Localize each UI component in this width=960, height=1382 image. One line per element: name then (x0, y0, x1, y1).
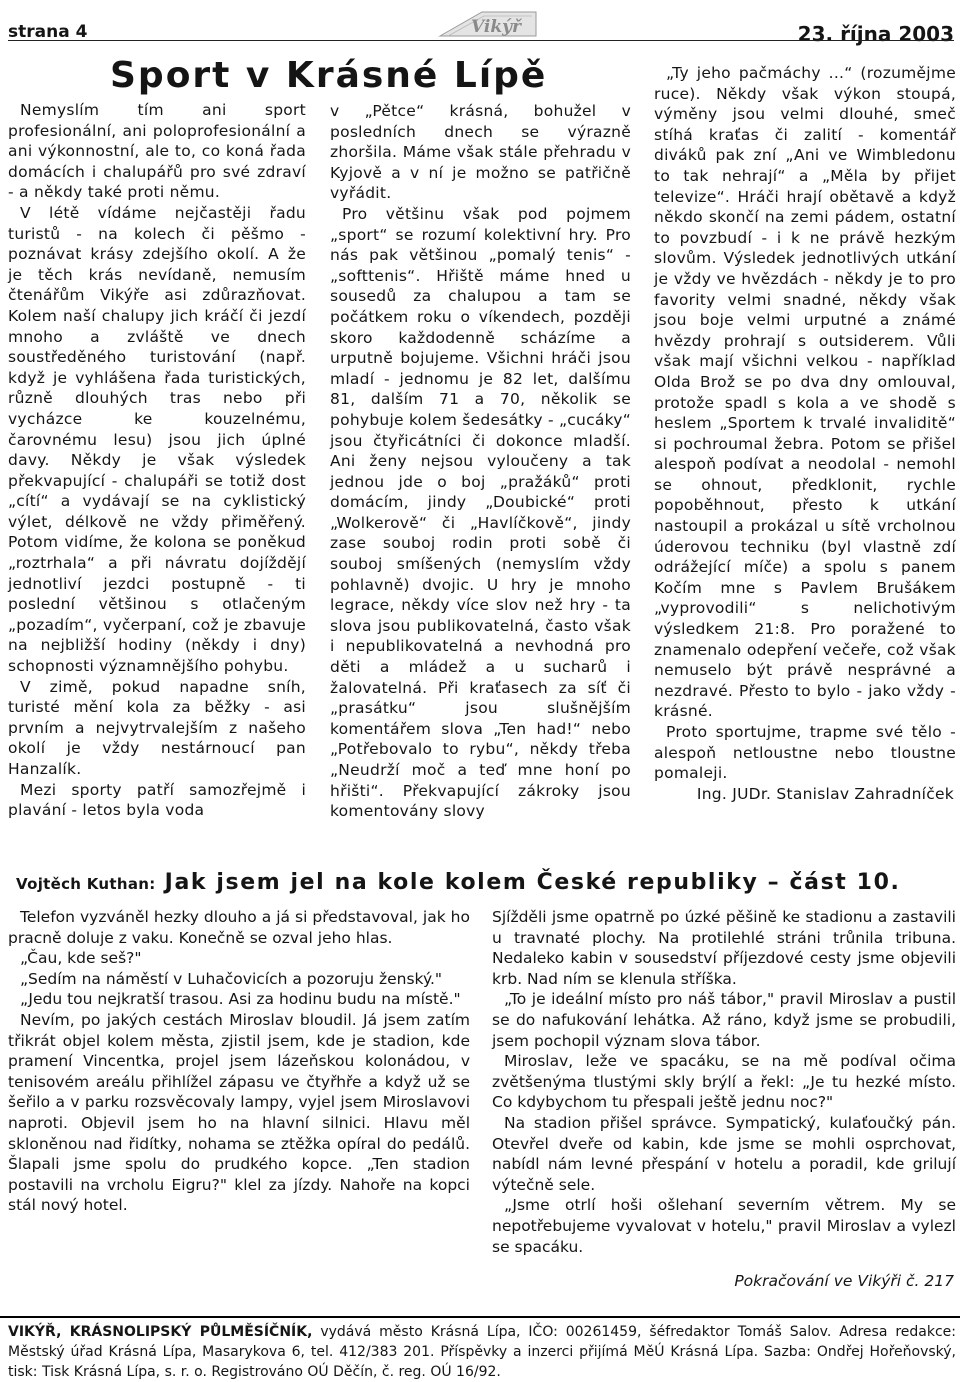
issue-date: 23. října 2003 (797, 22, 954, 46)
paragraph: Telefon vyzváněl hezky dlouho a já si představoval, jak ho pracně doluje z vaku. Konečně se ozval jeho hlas. (8, 908, 470, 947)
paragraph: V létě vídáme nejčastěji řadu turistů - na kolech či pěšmo - poznávat krásy zdejšího okolí. A že je těch krás nevídaně, nemusím čtenářům Vikýře asi zdůrazňovat. Kolem naší chalupy jich kráčí či jezdí mnoho a zvláště ve dnech soustředěného turistování (např. když je vyhlášena řada turistických, různě dlouhých tras nebo při vycházce ke kouzelnému, čarovnému lesu) jsou jich úplné davy. Někdy je však výsledek překvapující - chalupáři se totiž dost „cítí“ a vydávají se na cyklistický výlet, délkově ne vždy přiměřený. Potom vidíme, že kolona se poněkud „roztrhala“ a při návratu dojíždějí jednotliví jezdci postupně - ti poslední většinou s otlačeným „pozadím“, vyčerpaní, což je zbavuje na nejbližší hodiny (někdy i dny) schopnosti významnějšího pohybu. (8, 203, 306, 676)
paragraph: Miroslav, leže ve spacáku, se na mě podíval očima zvětšenýma tlustými skly brýlí a řekl: „Je tu hezké místo. Co kdybychom tu přespali ještě jednu noc?" (492, 1052, 956, 1112)
article2-heading (16, 870, 956, 895)
paragraph: Mezi sporty patří samozřejmě i plavání - letos byla voda (8, 780, 306, 820)
paragraph: „Jedu tou nejkratší trasou. Asi za hodinu budu na místě." (20, 990, 461, 1009)
paragraph: „Čau, kde seš?" (20, 949, 142, 968)
article-title: Sport v Krásné Lípě (110, 55, 548, 96)
article2-column-1 (8, 907, 470, 1216)
paragraph: Na stadion přišel správce. Sympatický, kulaťoučký pán. Otevřel dveře od kabin, kde jsme se mohli osprchovat, nabídl nám levné přespání v hotelu a poradil, kde grilují výtečně sele. (492, 1113, 956, 1194)
paragraph: „Jsme otrlí hoši ošlehaní severním větrem. My se nepotřebujeme vyvalovat v hotelu," pravil Miroslav a vylezl se spacáku. (492, 1196, 956, 1256)
paragraph: „To je ideální místo pro náš tábor," pravil Miroslav a pustil se do nafukování lehátka. Až ráno, když jsme se probudili, jsem pochopil význam slova tábor. (492, 990, 956, 1050)
article-column-1 (8, 100, 306, 821)
paragraph: V zimě, pokud napadne sníh, turisté mění kola za běžky - asi prvním a nejvytrvalejším z našeho okolí je vždy nestárnoucí pan Hanzalík. (8, 677, 306, 778)
masthead-logo (436, 6, 540, 42)
footer-rule (0, 1316, 960, 1318)
roof-logo-icon (436, 6, 540, 42)
publisher-name: VIKÝŘ, KRÁSNOLIPSKÝ PŮLMĚSÍČNÍK, (8, 1324, 313, 1340)
continuation-note: Pokračování ve Vikýři č. 217 (734, 1272, 954, 1291)
paragraph: Nemyslím tím ani sport profesionální, ani poloprofesionální a ani výkonnostní, ale to, co koná řada domácích i chalupářů pro své zdraví - a někdy také proti němu. (8, 101, 306, 202)
article-column-2 (330, 101, 631, 822)
header-rule (8, 40, 954, 41)
paragraph: Pro většinu však pod pojmem „sport“ se rozumí kolektivní hry. Pro nás pak většinou „pomalý tenis“ - „softtenis“. Hřiště máme hned u sousedů za chalupou a tam se počátkem roku o víkendech, později skoro každodenně scházíme a urputně bojujeme. Všichni hráči jsou mladí - jednomu je 82 let, dalšímu 81, dalším 71 a 70, několik se pohybuje kolem šedesátky - „cucáky“ jsou čtyřicátníci či dokonce mladší. Ani ženy nejsou vyloučeny a tak jednou jde o boj „pražáků“ proti domácím, jindy „Doubické“ proti „Wolkerově“ či „Havlíčkově“, jindy zase souboj rodin proti sobě či souboj smíšených (nemyslím vždy pohlavně) dvojic. U hry je mnoho legrace, někdy více slov než hry - ta slova jsou publikovatelná, často však i nepublikovatelná a nevhodná pro děti a mládež a u sucharů i žalovatelná. Při kraťasech za síť či „prasátku“ jsou slušnějším komentářem slova „Ten had!“ nebo „Potřebovalo to rybu“, někdy třeba „Neudrží moč a teď mne honí po hřišti“. Překvapující zákroky jsou komentovány slovy (330, 204, 631, 821)
paragraph: Nevím, po jakých cestách Miroslav bloudil. Já jsem zatím třikrát objel kolem města, zjistil jsem, kde je stadion, kde pramení Vincentka, projel jsem lázeňskou kolonádou, v tenisovém areálu přihlížel zápasu ve čtyřhře a když už se šeřilo a v parku rozsvěcovaly lampy, vyjel jsem Miroslavovi naproti. Objevil jsem ho na hlavní silnici. Hlavu měl skloněnou nad řidítky, nohama se ztěžka opíral do pedálů. Šlapali jsme spolu do prudkého kopce. „Ten stadion postavili na vrcholu Eigru?" klel za jízdy. Nahoře na kopci stál nový hotel. (8, 1010, 470, 1215)
imprint (8, 1322, 956, 1382)
author-signature: Ing. JUDr. Stanislav Zahradníček (696, 784, 954, 803)
paragraph: Proto sportujme, trapme své tělo - alespoň netloustne nebo tloustne pomaleji. (654, 723, 956, 783)
article2-author: Vojtěch Kuthan: (16, 875, 156, 893)
article-column-3 (654, 63, 956, 804)
imprint-text: vydává město Krásná Lípa, IČO: 00261459, šéfredaktor Tomáš Salov. Adresa redakce: Městský úřad Krásná Lípa, Masarykova 6, tel. 412/383 201. Příspěvky a inzerci přijímá MěÚ Krásná Lípa. Sazba: Ondřej Hořeňovský, tisk: Tisk Krásná Lípa, s. r. o. Registrováno OÚ Děčín, č. reg. OÚ 16/92. (8, 1324, 956, 1380)
article2-column-2 (492, 907, 956, 1292)
paragraph: „Sedím na náměstí v Luhačovicích a pozoruju ženský." (20, 969, 442, 988)
paragraph: „Ty jeho pačmáchy ...“ (rozumějme ruce). Někdy však výkon stoupá, výměny jsou velmi dlouhé, smeč stíhá kraťas či zalití - komentář diváků pak zní „Ani ve Wimbledonu to tak nehrají“ a „Měla by přijet televize“. Hráči hrají obětavě a když někdo skončí na zemi pádem, ostatní to povzbudí - i k ne právě hezkým slovům. Výsledek jednotlivých utkání je vždy ve hvězdách - někdy je to pro favority velmi snadné, někdy však jsou boje velmi urputné a známé hvězdy prohrají s outsiderem. Vůli však mají všichni velkou - například Olda Brož se po dva dny omlouval, protože spadl s kola a ve shodě s heslem „Sportem k trvalé invaliditě“ si pochroumal žebra. Potom se přišel alespoň podívat a neodolal - nemohl se ohnout, předklonit, rychle popoběhnout, přesto k utkání nastoupil a prokázal u sítě vrcholnou úderovou techniku (byl vlastně zdí odrážející míče) a spolu s panem Kočím mne s Pavlem Brušákem „vyprovodili“ s nelichotivým výsledkem 21:8. Pro poražené to znamenalo odepření večeře, což však nemuselo být právě nesprávné a nezdravé. Přesto to bylo - jako vždy - krásné. (654, 64, 956, 721)
paragraph: Sjížděli jsme opatrně po úzké pěšině ke stadionu a zastavili u travnaté plochy. Na protilehlé stráni trůnila tribuna. Nedaleko kabin v sousedství příjezdové cesty jsme objevili krb. Nad ním se klenula stříška. (492, 908, 956, 988)
paragraph: v „Pětce“ krásná, bohužel v posledních dnech se výrazně zhoršila. Máme však stále přehradu v Kyjově a v ní je možno se patřičně vyřádit. (330, 102, 631, 203)
logo-text: Vikýř (471, 17, 521, 37)
article2-title: Jak jsem jel na kole kolem České republiky – část 10. (164, 870, 901, 895)
page-number: strana 4 (8, 22, 88, 42)
